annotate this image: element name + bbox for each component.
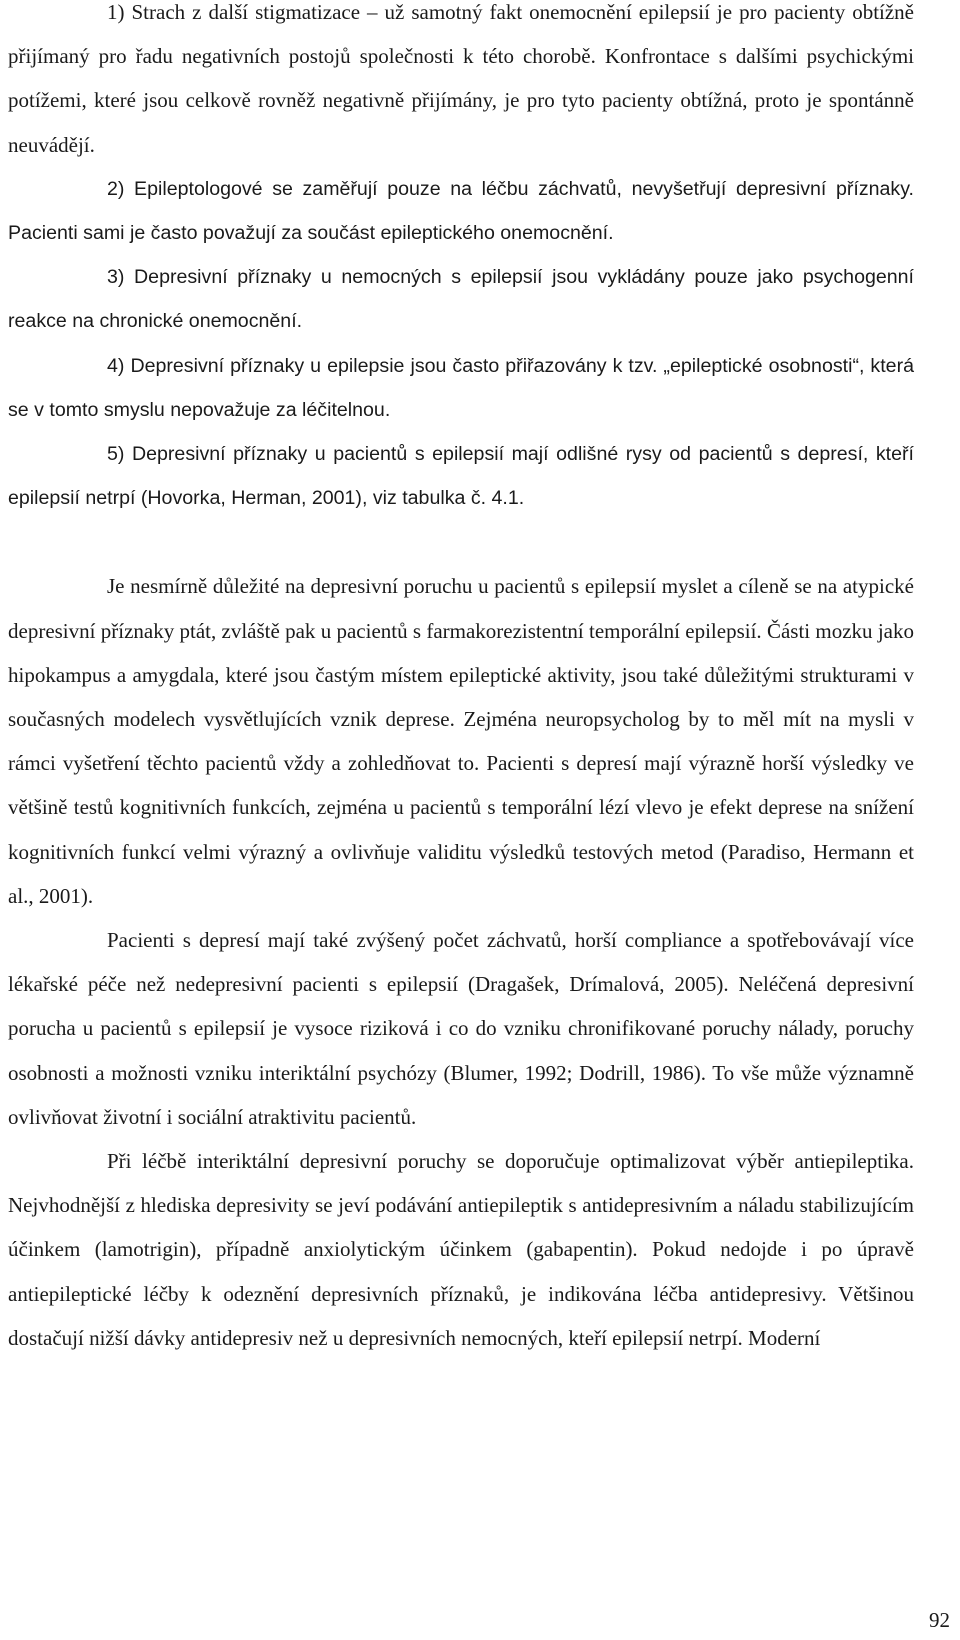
list-item-5: 5) Depresivní příznaky u pacientů s epilepsií mají odlišné rysy od pacientů s depresí, kteří epilepsií netrpí (Hovorka, Herman, 2001), viz tabulka č. 4.1. <box>8 443 914 510</box>
list-item-1: 1) Strach z další stigmatizace – už samotný fakt onemocnění epilepsií je pro pacienty obtížně přijímaný pro řadu negativních postojů společnosti k této chorobě. Konfrontace s dalšími psychickými potížemi, které jsou celkově rovněž negativně přijímány, je pro tyto pacienty obtížná, proto je spontánně neuvádějí. <box>8 0 914 157</box>
body-paragraph-3: Při léčbě interiktální depresivní poruchy se doporučuje optimalizovat výběr antiepileptika. Nejvhodnější z hlediska depresivity se jeví podávání antiepileptik s antidepresivním a náladu stabilizujícím účinkem (lamotrigin), případně anxiolytickým účinkem (gabapentin). Pokud nedojde i po úpravě antiepileptické léčby k odeznění depresivních příznaků, je indikována léčba antidepresivy. Většinou dostačují nižší dávky antidepresiv než u depresivních nemocných, kteří epilepsií netrpí. Moderní <box>8 1149 914 1350</box>
body-paragraph-2: Pacienti s depresí mají také zvýšený počet záchvatů, horší compliance a spotřebovávají více lékařské péče než nedepresivní pacienti s epilepsií (Dragašek, Drímalová, 2005). Neléčená depresivní porucha u pacientů s epilepsií je vysoce riziková i co do vzniku chronifikované poruchy nálady, poruchy osobnosti a možnosti vzniku interiktální psychózy (Blumer, 1992; Dodrill, 1986). To vše může významně ovlivňovat životní i sociální atraktivitu pacientů. <box>8 928 914 1129</box>
paragraph-gap <box>8 520 914 564</box>
page-number: 92 <box>929 1608 950 1632</box>
list-item-2: 2) Epileptologové se zaměřují pouze na léčbu záchvatů, nevyšetřují depresivní příznaky. Pacienti sami je často považují za součást epileptického onemocnění. <box>8 177 914 245</box>
list-item-4: 4) Depresivní příznaky u epilepsie jsou často přiřazovány k tzv. „epileptické osobnosti“, která se v tomto smyslu nepovažuje za léčitelnou. <box>8 354 914 421</box>
body-paragraph-1: Je nesmírně důležité na depresivní poruchu u pacientů s epilepsií myslet a cíleně se na atypické depresivní příznaky ptát, zvláště pak u pacientů s farmakorezistentní temporální epilepsií. Části mozku jako hipokampus a amygdala, které jsou častým místem epileptické aktivity, jsou také důležitými strukturami v současných modelech vysvětlujících vznik deprese. Zejména neuropsycholog by to měl mít na mysli v rámci vyšetření těchto pacientů vždy a zohledňovat to. Pacienti s depresí mají výrazně horší výsledky ve většině testů kognitivních funkcích, zejména u pacientů s temporální lézí vlevo je efekt deprese na snížení kognitivních funkcí velmi výrazný a ovlivňuje validitu výsledků testových metod (Paradiso, Hermann et al., 2001). <box>8 574 914 908</box>
list-item-3: 3) Depresivní příznaky u nemocných s epilepsií jsou vykládány pouze jako psychogenní reakce na chronické onemocnění. <box>8 266 914 333</box>
document-page <box>8 0 914 1360</box>
